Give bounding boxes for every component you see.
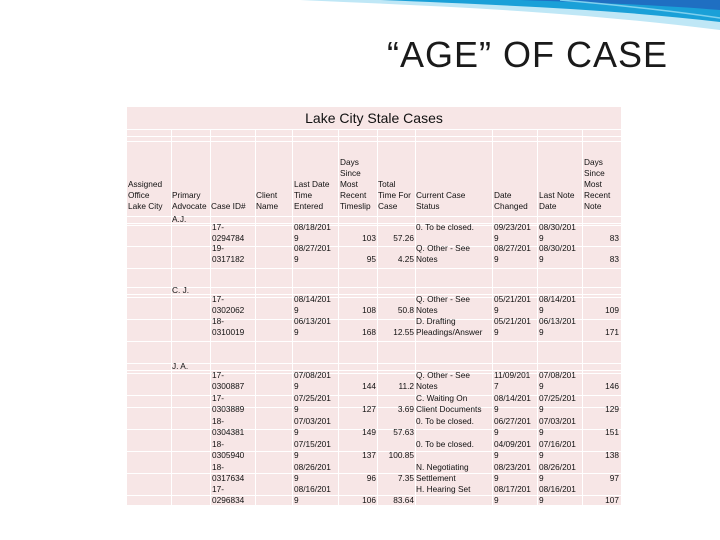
grid-line-vertical bbox=[292, 129, 293, 505]
last-date: 08/26/201 9 bbox=[294, 462, 331, 483]
total-time: 83.64 bbox=[393, 495, 414, 505]
advocate-label: J. A. bbox=[172, 361, 189, 371]
last-note-date: 08/14/201 9 bbox=[539, 294, 576, 315]
header-date-changed: Date Changed bbox=[494, 190, 528, 211]
total-time: 12.55 bbox=[393, 327, 414, 337]
table-title: Lake City Stale Cases bbox=[305, 110, 443, 126]
date-changed: 09/23/201 9 bbox=[494, 222, 531, 243]
total-time: 7.35 bbox=[397, 473, 414, 483]
days-since-timeslip: 127 bbox=[362, 404, 376, 414]
stale-cases-table bbox=[127, 107, 621, 505]
header-client: Client Name bbox=[256, 190, 279, 211]
date-changed: 08/27/201 9 bbox=[494, 243, 531, 264]
case-id: 17- 0302062 bbox=[212, 294, 245, 315]
last-note-date: 07/08/201 9 bbox=[539, 370, 576, 391]
last-note-date: 07/03/201 9 bbox=[539, 416, 576, 437]
days-since-note: 107 bbox=[605, 495, 619, 505]
days-since-timeslip: 108 bbox=[362, 305, 376, 315]
last-date: 08/14/201 9 bbox=[294, 294, 331, 315]
grid-line-vertical bbox=[210, 129, 211, 505]
grid-line-vertical bbox=[537, 129, 538, 505]
slide-title: “AGE” OF CASE bbox=[386, 34, 668, 75]
case-id: 18- 0317634 bbox=[212, 462, 245, 483]
case-id: 18- 0305940 bbox=[212, 439, 245, 460]
grid-line-horizontal bbox=[127, 129, 621, 130]
last-note-date: 08/30/201 9 bbox=[539, 243, 576, 264]
last-note-date: 08/16/201 9 bbox=[539, 484, 576, 505]
header-last-date: Last Date Time Entered bbox=[294, 179, 330, 211]
date-changed: 06/27/201 9 bbox=[494, 416, 531, 437]
header-advocate: Primary Advocate bbox=[172, 190, 207, 211]
last-note-date: 06/13/201 9 bbox=[539, 316, 576, 337]
date-changed: 05/21/201 9 bbox=[494, 294, 531, 315]
advocate-label: C. J. bbox=[172, 285, 190, 295]
days-since-note: 146 bbox=[605, 381, 619, 391]
days-since-timeslip: 149 bbox=[362, 427, 376, 437]
case-status: D. Drafting Pleadings/Answer bbox=[416, 316, 483, 337]
last-note-date: 08/30/201 9 bbox=[539, 222, 576, 243]
case-id: 19- 0317182 bbox=[212, 243, 245, 264]
case-id: 18- 0304381 bbox=[212, 416, 245, 437]
last-date: 07/08/201 9 bbox=[294, 370, 331, 391]
grid-line-horizontal bbox=[127, 363, 621, 364]
date-changed: 08/17/201 9 bbox=[494, 484, 531, 505]
last-date: 08/18/201 9 bbox=[294, 222, 331, 243]
case-status: Q. Other - See Notes bbox=[416, 294, 470, 315]
header-days-note: Days Since Most Recent Note bbox=[584, 157, 611, 211]
days-since-note: 83 bbox=[609, 233, 619, 243]
total-time: 3.69 bbox=[397, 404, 414, 414]
total-time: 50.8 bbox=[397, 305, 414, 315]
last-date: 07/25/201 9 bbox=[294, 393, 331, 414]
header-office: Assigned Office Lake City bbox=[128, 179, 163, 211]
days-since-note: 138 bbox=[605, 450, 619, 460]
case-status: H. Hearing Set bbox=[416, 484, 471, 494]
days-since-timeslip: 96 bbox=[366, 473, 376, 483]
last-date: 08/27/201 9 bbox=[294, 243, 331, 264]
last-date: 07/03/201 9 bbox=[294, 416, 331, 437]
days-since-timeslip: 137 bbox=[362, 450, 376, 460]
date-changed: 11/09/201 7 bbox=[494, 370, 531, 391]
header-total-time: Total Time For Case bbox=[378, 179, 411, 211]
grid-line-horizontal bbox=[127, 136, 621, 137]
last-note-date: 07/16/201 9 bbox=[539, 439, 576, 460]
last-note-date: 07/25/201 9 bbox=[539, 393, 576, 414]
days-since-timeslip: 95 bbox=[366, 254, 376, 264]
days-since-note: 129 bbox=[605, 404, 619, 414]
header-case-id: Case ID# bbox=[211, 201, 246, 211]
case-status: Q. Other - See Notes bbox=[416, 243, 470, 264]
grid-line-vertical bbox=[255, 129, 256, 505]
case-id: 18- 0310019 bbox=[212, 316, 245, 337]
last-date: 06/13/201 9 bbox=[294, 316, 331, 337]
days-since-note: 171 bbox=[605, 327, 619, 337]
last-date: 08/16/201 9 bbox=[294, 484, 331, 505]
days-since-timeslip: 103 bbox=[362, 233, 376, 243]
case-status: 0. To be closed. bbox=[416, 222, 474, 232]
days-since-note: 83 bbox=[609, 254, 619, 264]
case-status: Q. Other - See Notes bbox=[416, 370, 470, 391]
days-since-note: 109 bbox=[605, 305, 619, 315]
case-status: C. Waiting On Client Documents bbox=[416, 393, 482, 414]
days-since-note: 151 bbox=[605, 427, 619, 437]
case-status: 0. To be closed. bbox=[416, 439, 474, 449]
last-date: 07/15/201 9 bbox=[294, 439, 331, 460]
case-status: N. Negotiating Settlement bbox=[416, 462, 469, 483]
total-time: 11.2 bbox=[398, 381, 414, 391]
date-changed: 04/09/201 9 bbox=[494, 439, 531, 460]
total-time: 57.26 bbox=[393, 233, 414, 243]
total-time: 57.63 bbox=[393, 427, 414, 437]
total-time: 4.25 bbox=[397, 254, 414, 264]
grid-line-horizontal bbox=[127, 287, 621, 288]
case-id: 17- 0296834 bbox=[212, 484, 245, 505]
grid-line-horizontal bbox=[127, 141, 621, 142]
advocate-label: A.J. bbox=[172, 214, 187, 224]
total-time: 100.85 bbox=[388, 450, 414, 460]
date-changed: 08/14/201 9 bbox=[494, 393, 531, 414]
days-since-timeslip: 144 bbox=[362, 381, 376, 391]
grid-line-horizontal bbox=[127, 341, 621, 342]
days-since-timeslip: 168 bbox=[362, 327, 376, 337]
grid-line-vertical bbox=[492, 129, 493, 505]
grid-line-vertical bbox=[338, 129, 339, 505]
grid-line-vertical bbox=[582, 129, 583, 505]
case-id: 17- 0300887 bbox=[212, 370, 245, 391]
header-last-note: Last Note Date bbox=[539, 190, 575, 211]
grid-line-horizontal bbox=[127, 268, 621, 269]
case-status: 0. To be closed. bbox=[416, 416, 474, 426]
grid-line-horizontal bbox=[127, 216, 621, 217]
header-days-recent: Days Since Most Recent Timeslip bbox=[340, 157, 371, 211]
date-changed: 08/23/201 9 bbox=[494, 462, 531, 483]
case-id: 17- 0303889 bbox=[212, 393, 245, 414]
date-changed: 05/21/201 9 bbox=[494, 316, 531, 337]
header-status: Current Case Status bbox=[416, 190, 466, 211]
days-since-timeslip: 106 bbox=[362, 495, 376, 505]
case-id: 17- 0294784 bbox=[212, 222, 245, 243]
last-note-date: 08/26/201 9 bbox=[539, 462, 576, 483]
grid-line-vertical bbox=[171, 129, 172, 505]
days-since-note: 97 bbox=[609, 473, 619, 483]
